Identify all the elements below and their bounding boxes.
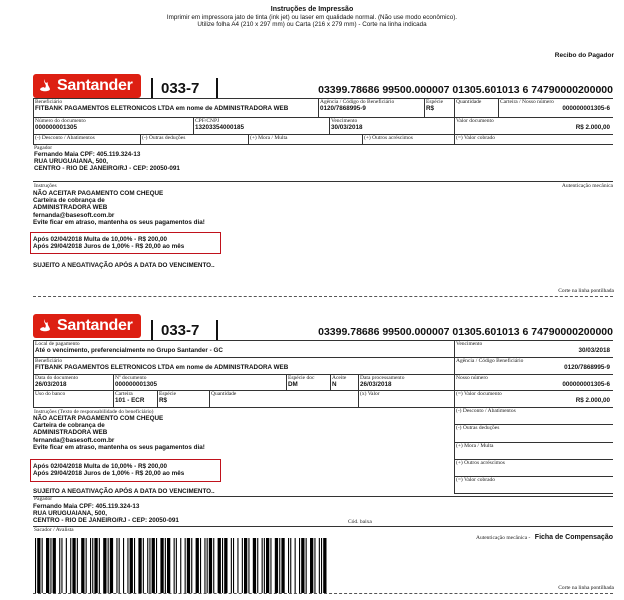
cut-line-2 [33, 593, 613, 594]
barcode-bar [61, 538, 62, 593]
barcode-bar [77, 538, 78, 593]
barcode-bar [218, 538, 221, 593]
data-processamento-field: Data processamento 26/03/2018 [358, 375, 454, 391]
multa-text: Após 02/04/2018 Multa de 10,00% - R$ 200,00 Após 29/04/2018 Juros de 1,00% - R$ 20,00 ao mês [33, 236, 185, 251]
pagador-label-2: Pagador [34, 496, 53, 502]
carteira-field: Carteira 101 - ECR [113, 391, 157, 408]
barcode-bar [253, 538, 256, 593]
autenticacao-label-2: Autenticação mecânica - [475, 535, 531, 541]
valor-cobrado-field-2: (=) Valor cobrado [454, 477, 613, 494]
deducoes-field-2: (-) Outras deduções [454, 425, 613, 443]
xvalor-field: (x) Valor [358, 391, 454, 408]
barcode-bar [222, 538, 223, 593]
barcode-bar [176, 538, 177, 593]
linha-digitavel: 03399.78686 99500.000007 01305.601013 6 74790000200000 [318, 84, 613, 96]
barcode-bar [59, 538, 60, 593]
barcode-bar [53, 538, 56, 593]
flame-icon [39, 319, 51, 333]
beneficiario-field-2: Beneficiário FITBANK PAGAMENTOS ELETRONICOS LTDA em nome de ADMINISTRADORA WEB [33, 358, 454, 375]
especie-field-2: Espécie R$ [157, 391, 209, 408]
barcode-bar [130, 538, 133, 593]
barcode-bar [204, 538, 205, 593]
barcode-bar [187, 538, 190, 593]
barcode [35, 538, 327, 593]
barcode-bar [108, 538, 109, 593]
barcode-bar [191, 538, 192, 593]
print-instructions [0, 6, 624, 29]
pagador-city: CENTRO - RIO DE JANEIRO/RJ - CEP: 20050-091 [34, 165, 180, 172]
barcode-bar [165, 538, 166, 593]
barcode-bar [46, 538, 49, 593]
especie-field: Espécie R$ [424, 99, 454, 118]
barcode-bar [123, 538, 124, 593]
vencimento-field: Vencimento 30/03/2018 [329, 118, 454, 135]
mora-field: (+) Mora / Multa [248, 135, 362, 145]
barcode-bar [86, 538, 87, 593]
local-pagamento-field: Local de pagamento Até o vencimento, preferencialmente no Grupo Santander - GC [33, 341, 454, 358]
autenticacao-mecanica: Autenticação mecânica [561, 183, 613, 189]
barcode-bar [301, 538, 304, 593]
print-instructions-title: Instruções de Impressão [270, 6, 354, 13]
flame-icon [39, 79, 51, 93]
barcode-bar [200, 538, 201, 593]
barcode-bar [233, 538, 234, 593]
barcode-bar [209, 538, 212, 593]
nosso-numero-field-2: Nosso número 000000001305-6 [454, 375, 613, 391]
barcode-bar [119, 538, 120, 593]
ficha-compensacao-label: Ficha de Compensação [534, 534, 613, 541]
uso-banco-field: Uso do banco [33, 391, 113, 408]
aceite-field: Aceite N [330, 375, 358, 391]
barcode-bar [110, 538, 113, 593]
deducoes-field: (-) Outras deduções [140, 135, 248, 145]
santander-logo [33, 74, 141, 98]
valor-documento-field: Valor documento R$ 2.000,00 [454, 118, 613, 135]
barcode-bar [174, 538, 175, 593]
receipt-slip [33, 70, 613, 295]
barcode-bar [103, 538, 106, 593]
barcode-bar [281, 538, 284, 593]
barcode-bar [275, 538, 278, 593]
especie-doc-field: Espécie doc DM [286, 375, 330, 391]
corte-label-2: Corte na linha pontilhada [558, 585, 614, 591]
barcode-bar [185, 538, 186, 593]
barcode-bar [207, 538, 208, 593]
instrucoes-label-2: Instruções (Texto de responsabilidade do beneficiário) [34, 409, 154, 415]
recibo-label: Recibo do Pagador [554, 52, 614, 59]
barcode-bar [70, 538, 71, 593]
barcode-bar [323, 538, 326, 593]
print-instructions-line2: Utilize folha A4 (210 x 297 mm) ou Carta (216 x 279 mm) - Corte na linha indicada [197, 21, 427, 29]
barcode-bar [66, 538, 67, 593]
barcode-bar [116, 538, 117, 593]
barcode-bar [213, 538, 214, 593]
barcode-bar [152, 538, 155, 593]
cpf-field: CPF/CNPJ 13203354000185 [193, 118, 329, 135]
barcode-bar [134, 538, 135, 593]
barcode-bar [50, 538, 51, 593]
valor-documento-field-2: (=) Valor documento R$ 2.000,00 [454, 391, 613, 408]
cod-baixa-label: Cód. baixa [348, 519, 372, 525]
barcode-bar [149, 538, 150, 593]
barcode-bar [242, 538, 243, 593]
sacador-label: Sacador / Avalista [34, 527, 74, 533]
print-instructions-line1: Imprimir em impressora jato de tinta (ink jet) ou laser em qualidade normal. (Não use modo econômico). [166, 13, 458, 21]
barcode-bar [138, 538, 141, 593]
instrucoes-label: Instruções [34, 183, 57, 189]
barcode-bar [92, 538, 93, 593]
barcode-bar [81, 538, 84, 593]
valor-cobrado-field: (=) Valor cobrado [454, 135, 613, 145]
barcode-bar [306, 538, 307, 593]
barcode-bar [143, 538, 144, 593]
nosso-numero-field: Carteira / Nosso número 000000001305-6 [498, 99, 613, 118]
barcode-bar [288, 538, 289, 593]
barcode-bar [295, 538, 296, 593]
bank-code: 033-7 [161, 80, 200, 97]
barcode-bar [156, 538, 157, 593]
barcode-bar [147, 538, 148, 593]
acrescimos-field: (+) Outros acréscimos [362, 135, 454, 145]
barcode-bar [319, 538, 320, 593]
barcode-bar [248, 538, 249, 593]
pagador-address: RUA URUGUAIANA, 500, [34, 158, 108, 165]
desconto-field: (-) Desconto / Abatimentos [33, 135, 140, 145]
acrescimos-field-2: (+) Outros acréscimos [454, 460, 613, 477]
barcode-bar [279, 538, 280, 593]
ficha-compensacao-slip [33, 310, 613, 540]
barcode-bar [290, 538, 291, 593]
pagador-block: Pagador Fernando Maia CPF: 405.119.324-13 RUA URUGUAIANA, 500, CENTRO - RIO DE JANEIRO/RJ - CEP: 20050-091 [33, 145, 613, 182]
agencia-field-2: Agência / Código Beneficiário 0120/7868995-9 [454, 358, 613, 375]
numero-documento-field: Número do documento 000000001305 [33, 118, 193, 135]
vencimento-field-2: Vencimento 30/03/2018 [454, 341, 613, 358]
barcode-bar [262, 538, 263, 593]
beneficiario-field: Beneficiário FITBANK PAGAMENTOS ELETRONICOS LTDA em nome de ADMINISTRADORA WEB [33, 99, 318, 118]
barcode-bar [127, 538, 128, 593]
barcode-bar [270, 538, 271, 593]
barcode-bar [299, 538, 300, 593]
barcode-bar [42, 538, 43, 593]
barcode-bar [314, 538, 315, 593]
linha-digitavel-2: 03399.78686 99500.000007 01305.601013 6 74790000200000 [318, 326, 613, 338]
barcode-bar [244, 538, 247, 593]
barcode-bar [237, 538, 238, 593]
barcode-bar [167, 538, 170, 593]
barcode-bar [72, 538, 75, 593]
desconto-field-2: (-) Desconto / Abatimentos [454, 408, 613, 425]
barcode-bar [37, 538, 40, 593]
barcode-bar [266, 538, 269, 593]
barcode-bar [196, 538, 199, 593]
pagador-block-2: Fernando Maia CPF: 405.119.324-13 RUA URUGUAIANA, 500, CENTRO - RIO DE JANEIRO/RJ - CEP: 20050-091 [33, 503, 179, 525]
barcode-bar [310, 538, 313, 593]
barcode-bar [257, 538, 258, 593]
num-documento-field-2: Nº documento 000000001305 [113, 375, 286, 391]
corte-label-1: Corte na linha pontilhada [558, 288, 614, 294]
santander-logo-2 [33, 314, 141, 338]
bank-name: Santander [57, 77, 133, 94]
barcode-bar [94, 538, 97, 593]
barcode-bar [99, 538, 100, 593]
barcode-bar [180, 538, 181, 593]
pagador-name: Fernando Maia CPF: 405.119.324-13 [34, 151, 141, 158]
barcode-bar [264, 538, 265, 593]
quantidade-field: Quantidade [454, 99, 498, 118]
barcode-bar [231, 538, 232, 593]
barcode-bar [90, 538, 91, 593]
cut-line-1 [33, 296, 613, 297]
agencia-field: Agência / Código do Beneficiário 0120/7868995-9 [318, 99, 424, 118]
bank-code-2: 033-7 [161, 322, 200, 339]
barcode-bar [321, 538, 322, 593]
barcode-bar [224, 538, 227, 593]
ficha-footer [475, 526, 613, 544]
instrucoes-text: NÃO ACEITAR PAGAMENTO COM CHEQUE Carteira de cobrança de ADMINISTRADORA WEB fernanda@basesoft.com.br Evite ficar em atraso, mantenha os seus pagamentos dia! [33, 190, 205, 226]
negativacao-text-2: SUJEITO A NEGATIVAÇÃO APÓS A DATA DO VENCIMENTO.. [33, 488, 215, 495]
instrucoes-text-2: NÃO ACEITAR PAGAMENTO COM CHEQUE Carteira de cobrança de ADMINISTRADORA WEB fernanda@basesoft.com.br Evite ficar em atraso, mantenha os seus pagamentos dia! [33, 415, 205, 451]
bank-name-2: Santander [57, 317, 133, 334]
mora-field-2: (+) Mora / Multa [454, 443, 613, 460]
barcode-bar [35, 538, 36, 593]
negativacao-text: SUJEITO A NEGATIVAÇÃO APÓS A DATA DO VENCIMENTO.. [33, 262, 215, 269]
barcode-bar [160, 538, 163, 593]
multa-text-2: Após 02/04/2018 Multa de 10,00% - R$ 200,00 Após 29/04/2018 Juros de 1,00% - R$ 20,00 ao mês [33, 463, 185, 478]
quantidade-field-2: Quantidade [209, 391, 358, 408]
data-documento-field: Data do documento 26/03/2018 [33, 375, 113, 391]
